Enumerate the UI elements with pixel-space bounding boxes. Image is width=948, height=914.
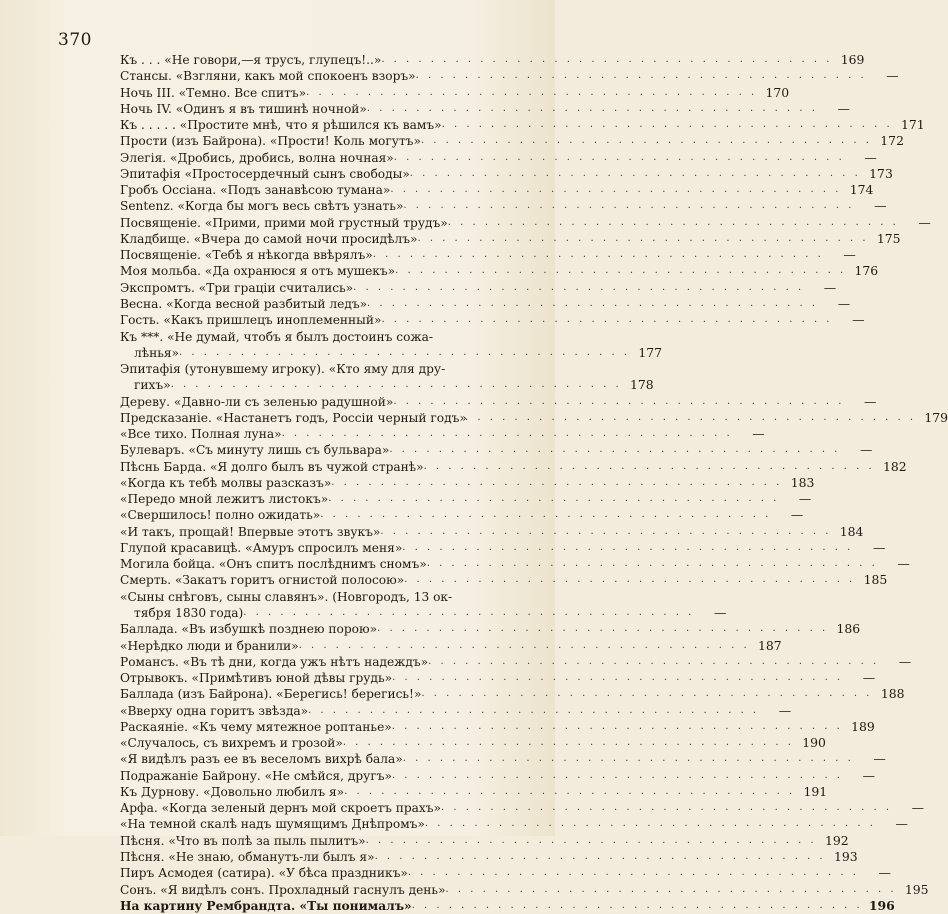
toc-entry: [120, 702, 792, 719]
toc-entry-title: Пѣснь Барда. «Я долго былъ въ чужой странѣ»: [120, 459, 424, 474]
toc-entry-title: «Все тихо. Полная луна»: [120, 427, 282, 442]
toc-leader-dots: . . . . . . . . . . . . . . . . . . . . . . . . . . . . . . . . . . . . .: [423, 460, 875, 472]
toc-entry: [120, 361, 506, 377]
toc-entry-page: —: [898, 653, 912, 669]
toc-entry-page: 195: [904, 881, 929, 897]
toc-entry-title: «Случалось, съ вихремъ и грозой»: [120, 736, 343, 751]
toc-entry-page: —: [872, 539, 886, 555]
toc-entry-page: —: [798, 491, 812, 507]
toc-entry-title: «Я видѣлъ разъ ее въ веселомъ вихрѣ бала»: [120, 752, 403, 767]
toc-entry-page: —: [713, 605, 727, 621]
toc-leader-dots: . . . . . . . . . . . . . . . . . . . . . . . . . . . . . . . . . . . . .: [377, 623, 829, 635]
toc-entry: [120, 816, 908, 832]
toc-entry-title: Посвященіе. «Тебѣ я нѣкогда ввѣрялъ»: [120, 248, 373, 263]
toc-entry: [120, 295, 851, 312]
toc-entry-title: Гробъ Оссіана. «Подъ занавѣсою тумана»: [120, 183, 391, 198]
toc-leader-dots: . . . . . . . . . . . . . . . . . . . . . . . . . . . . . . . . . . . . .: [441, 119, 893, 131]
toc-entry: [120, 214, 931, 231]
toc-entry: [120, 881, 929, 898]
toc-entry-title: «На темной скалѣ надъ шумящимъ Днѣпромъ»: [120, 817, 425, 832]
toc-entry-page: —: [823, 279, 837, 295]
toc-entry-title: Посвященіе. «Прими, прими мой грустный трудъ»: [120, 215, 448, 230]
toc-leader-dots: . . . . . . . . . . . . . . . . . . . . . . . . . . . . . . . . . . . . .: [391, 720, 843, 732]
toc-leader-dots: . . . . . . . . . . . . . . . . . . . . . . . . . . . . . . . . . . . . .: [409, 167, 861, 179]
toc-entry-page: 179: [924, 409, 948, 425]
toc-entry-title: «И такъ, прощай! Впервые этотъ звукъ»: [120, 524, 381, 539]
toc-entry: [120, 279, 837, 296]
toc-entry: [120, 897, 895, 914]
toc-entry: [120, 751, 886, 767]
toc-entry-title: Смерть. «Закатъ горитъ огнистой полосою»: [120, 573, 405, 588]
toc-entry: [120, 605, 727, 621]
toc-entry: [120, 637, 782, 654]
toc-entry-title: «Вверху одна горитъ звѣзда»: [120, 703, 309, 718]
toc-entry-page: 177: [638, 344, 663, 360]
toc-entry-page: —: [862, 670, 876, 686]
toc-entry-page: —: [843, 247, 856, 263]
toc-entry-page: —: [864, 393, 877, 409]
toc-entry: [120, 865, 891, 881]
toc-entry-page: 192: [825, 832, 849, 848]
toc-leader-dots: . . . . . . . . . . . . . . . . . . . . . . . . . . . . . . . . . . . . .: [428, 655, 880, 667]
toc-leader-dots: . . . . . . . . . . . . . . . . . . . . . . . . . . . . . . . . . . . . .: [415, 70, 867, 82]
toc-entry-title: Гость. «Какъ пришлецъ иноплеменный»: [120, 313, 382, 328]
toc-leader-dots: . . . . . . . . . . . . . . . . . . . . . . . . . . . . . . . . . . . . .: [411, 899, 863, 911]
toc-entry: [120, 426, 765, 442]
toc-entry: [120, 767, 875, 784]
toc-entry-title: Пѣсня. «Что въ полѣ за пыль пылитъ»: [120, 833, 366, 848]
toc-entry-title: Пиръ Асмодея (сатира). «У бѣса праздникъ»: [120, 866, 408, 881]
toc-entry: [120, 589, 506, 605]
toc-entry-title: Sentenz. «Когда бы могъ весь свѣтъ узнать»: [120, 199, 404, 214]
toc-leader-dots: . . . . . . . . . . . . . . . . . . . . . . . . . . . . . . . . . . . . .: [380, 525, 832, 537]
toc-entry-title: На картину Рембрандта. «Ты понималъ»: [120, 898, 412, 913]
toc-entry-title: Стансы. «Взгляни, какъ мой спокоенъ взоръ»: [120, 69, 416, 84]
toc-leader-dots: . . . . . . . . . . . . . . . . . . . . . . . . . . . . . . . . . . . . .: [392, 672, 844, 684]
toc-leader-dots: . . . . . . . . . . . . . . . . . . . . . . . . . . . . . . . . . . . . .: [344, 785, 796, 797]
toc-leader-dots: . . . . . . . . . . . . . . . . . . . . . . . . . . . . . . . . . . . . .: [308, 704, 760, 716]
toc-leader-dots: . . . . . . . . . . . . . . . . . . . . . . . . . . . . . . . . . . . . .: [342, 737, 794, 749]
toc-leader-dots: . . . . . . . . . . . . . . . . . . . . . . . . . . . . . . . . . . . . .: [381, 314, 833, 326]
toc-leader-dots: . . . . . . . . . . . . . . . . . . . . . . . . . . . . . . . . . . . . .: [328, 493, 780, 505]
toc-entry: [120, 84, 790, 101]
toc-entry-title: Сонъ. «Я видѣлъ сонъ. Прохладный гаснулъ день»: [120, 882, 446, 897]
toc-entry: [120, 68, 899, 84]
toc-entry-page: 178: [629, 377, 654, 393]
toc-leader-dots: . . . . . . . . . . . . . . . . . . . . . . . . . . . . . . . . . . . . .: [465, 411, 917, 423]
toc-entry-page: —: [911, 800, 925, 816]
toc-entry-title: Глупой красавицѣ. «Амуръ спросилъ меня»: [120, 540, 403, 555]
toc-entry-title: Кладбище. «Вчера до самой ночи просидѣлъ»: [120, 231, 418, 246]
toc-entry-title: Отрывокъ. «Примѣтивъ юной дѣвы грудь»: [120, 671, 393, 686]
toc-entry-title: «Нерѣдко люди и бранили»: [120, 638, 299, 653]
toc-entry-page: 170: [765, 84, 790, 100]
toc-entry-page: —: [837, 100, 850, 116]
toc-entry-title: «Свершилось! полно ожидать»: [120, 508, 321, 523]
toc-entry-page: —: [790, 507, 804, 523]
toc-leader-dots: . . . . . . . . . . . . . . . . . . . . . . . . . . . . . . . . . . . . .: [395, 265, 847, 277]
toc-entry-page: 188: [880, 686, 905, 702]
toc-entry: [120, 735, 826, 751]
toc-entry-page: —: [852, 312, 865, 328]
toc-entry: [120, 198, 887, 214]
toc-entry-page: 173: [869, 165, 893, 181]
toc-entry-title: Эпитафія «Простосердечный сынъ свободы»: [120, 166, 410, 181]
toc-entry: [120, 491, 812, 507]
toc-leader-dots: . . . . . . . . . . . . . . . . . . . . . . . . . . . . . . . . . . . . .: [447, 216, 899, 228]
page-number: 370: [58, 30, 92, 50]
toc-entry-title: Булеваръ. «Съ минуту лишь съ бульвара»: [120, 443, 390, 458]
toc-entry: [120, 670, 876, 686]
toc-entry-page: —: [918, 214, 931, 230]
toc-leader-dots: . . . . . . . . . . . . . . . . . . . . . . . . . . . . . . . . . . . . .: [353, 281, 805, 293]
toc-entry-page: 196: [868, 897, 895, 913]
toc-entry: [120, 800, 925, 816]
toc-entry-title: Ночь IV. «Одинъ я въ тишинѣ ночной»: [120, 101, 367, 116]
toc-entry-page: —: [886, 68, 899, 84]
toc-leader-dots: . . . . . . . . . . . . . . . . . . . . . . . . . . . . . . . . . . . . .: [374, 851, 826, 862]
toc-entry: [120, 572, 888, 589]
toc-entry: [120, 523, 864, 540]
toc-entry-title: Могила бойца. «Онъ спитъ послѣднимъ сномъ»: [120, 557, 427, 572]
toc-entry: [120, 442, 873, 458]
toc-entry: [120, 312, 865, 328]
toc-entry-page: 176: [854, 263, 879, 279]
toc-entry-page: 182: [882, 458, 907, 474]
toc-leader-dots: . . . . . . . . . . . . . . . . . . . . . . . . . . . . . . . . . . . . .: [393, 395, 845, 407]
toc-entry-title: Эпитафія (утонувшему игроку). «Кто яму для дру-: [120, 362, 446, 377]
toc-leader-dots: . . . . . . . . . . . . . . . . . . . . . . . . . . . . . . . . . . . . .: [391, 769, 843, 781]
toc-entry: [120, 377, 654, 393]
toc-leader-dots: . . . . . . . . . . . . . . . . . . . . . . . . . . . . . . . . . . . . .: [298, 639, 750, 651]
toc-entry: [120, 556, 910, 572]
toc-entry-title: Къ . . . . . «Простите мнѣ, что я рѣшился къ вамъ»: [120, 118, 442, 133]
toc-entry-page: 186: [836, 621, 861, 637]
toc-entry-page: 169: [840, 51, 865, 67]
toc-entry-title: тября 1830 года): [134, 606, 244, 621]
toc-entry: [120, 51, 865, 68]
toc-leader-dots: . . . . . . . . . . . . . . . . . . . . . . . . . . . . . . . . . . . . .: [367, 297, 819, 309]
toc-entry-title: Раскаяніе. «Къ чему мятежное роптанье»: [120, 719, 392, 734]
toc-entry-title: Баллада (изъ Байрона). «Берегись! берегись!»: [120, 687, 422, 702]
toc-leader-dots: . . . . . . . . . . . . . . . . . . . . . . . . . . . . . . . . . . . . .: [390, 184, 842, 196]
toc-entry-page: —: [874, 198, 887, 214]
toc-entry-page: 171: [901, 117, 925, 133]
toc-entry: [120, 849, 858, 865]
toc-entry-page: 185: [863, 572, 888, 588]
toc-entry-page: —: [864, 149, 877, 165]
toc-leader-dots: . . . . . . . . . . . . . . . . . . . . . . . . . . . . . . . . . . . . .: [445, 883, 897, 895]
toc-leader-dots: . . . . . . . . . . . . . . . . . . . . . . . . . . . . . . . . . . . . .: [404, 574, 856, 586]
toc-entry: [120, 263, 879, 279]
toc-entry-page: 184: [839, 523, 864, 539]
toc-leader-dots: . . . . . . . . . . . . . . . . . . . . . . . . . . . . . . . . . . . . .: [365, 834, 817, 846]
toc-entry-page: —: [878, 865, 891, 881]
toc-entry: [120, 507, 804, 523]
toc-leader-dots: . . . . . . . . . . . . . . . . . . . . . . . . . . . . . . . . . . . . .: [170, 379, 622, 391]
toc-entry-page: 172: [880, 133, 904, 149]
toc-entry-page: 189: [851, 718, 875, 734]
toc-entry: [120, 149, 877, 166]
toc-entry-page: 190: [802, 735, 826, 751]
toc-entry: [120, 165, 893, 182]
toc-entry: [120, 718, 875, 735]
toc-entry-page: 187: [758, 637, 782, 653]
toc-entry-title: Элегія. «Дробись, дробись, волна ночная»: [120, 150, 394, 165]
toc-entry-title: Баллада. «Въ избушкѣ позднею порою»: [120, 622, 378, 637]
toc-entry-title: Къ . . . «Не говори,—я трусъ, глупецъ!..»: [120, 52, 382, 67]
toc-entry-title: Ночь III. «Темно. Все спитъ»: [120, 85, 307, 100]
toc-leader-dots: . . . . . . . . . . . . . . . . . . . . . . . . . . . . . . . . . . . . .: [441, 802, 893, 814]
toc-entry-title: Пѣсня. «Не знаю, обманутъ-ли былъ я»: [120, 850, 375, 864]
toc-leader-dots: . . . . . . . . . . . . . . . . . . . . . . . . . . . . . . . . . . . . .: [320, 509, 772, 521]
toc-entry-page: 193: [833, 849, 858, 864]
toc-leader-dots: . . . . . . . . . . . . . . . . . . . . . . . . . . . . . . . . . . . . .: [403, 200, 855, 212]
toc-leader-dots: . . . . . . . . . . . . . . . . . . . . . . . . . . . . . . . . . . . . .: [421, 688, 873, 700]
toc-leader-dots: . . . . . . . . . . . . . . . . . . . . . . . . . . . . . . . . . . . . .: [243, 607, 695, 619]
toc-leader-dots: . . . . . . . . . . . . . . . . . . . . . . . . . . . . . . . . . . . . .: [179, 346, 631, 358]
toc-entry: [120, 783, 828, 800]
toc-entry: [120, 832, 849, 849]
toc-entry-page: —: [895, 816, 908, 832]
toc-entry: [120, 653, 912, 670]
toc-entry: [120, 230, 901, 247]
toc-leader-dots: . . . . . . . . . . . . . . . . . . . . . . . . . . . . . . . . . . . . .: [372, 249, 824, 261]
toc-entry: [120, 458, 907, 475]
toc-leader-dots: . . . . . . . . . . . . . . . . . . . . . . . . . . . . . . . . . . . . .: [389, 444, 841, 456]
toc-entry: [120, 344, 663, 361]
toc-leader-dots: . . . . . . . . . . . . . . . . . . . . . . . . . . . . . . . . . . . . .: [331, 476, 783, 488]
toc-leader-dots: . . . . . . . . . . . . . . . . . . . . . . . . . . . . . . . . . . . . .: [393, 151, 845, 163]
toc-entry-title: Весна. «Когда весной разбитый ледъ»: [120, 296, 368, 311]
toc-entry: [120, 539, 886, 556]
toc-entry-page: —: [897, 556, 910, 572]
toc-entry: [120, 393, 877, 410]
toc-entry-page: —: [778, 702, 792, 718]
toc-entry-page: —: [859, 442, 873, 458]
toc-entry-title: «Передо мной лежитъ листокъ»: [120, 492, 329, 507]
table-of-contents: [120, 51, 948, 914]
toc-entry: [120, 686, 905, 702]
toc-entry-title: Романсъ. «Въ тѣ дни, когда ужъ нѣтъ надеждъ»: [120, 654, 429, 669]
toc-leader-dots: . . . . . . . . . . . . . . . . . . . . . . . . . . . . . . . . . . . . .: [366, 102, 818, 114]
toc-entry: [120, 117, 925, 133]
toc-leader-dots: . . . . . . . . . . . . . . . . . . . . . . . . . . . . . . . . . . . . .: [381, 53, 833, 65]
toc-entry-title: гихъ»: [134, 378, 171, 393]
toc-entry: [120, 133, 904, 149]
toc-entry-title: «Когда къ тебѣ молвы разсказъ»: [120, 475, 332, 490]
toc-leader-dots: . . . . . . . . . . . . . . . . . . . . . . . . . . . . . . . . . . . . .: [281, 428, 733, 440]
toc-entry: [120, 329, 506, 345]
toc-entry-title: Моя мольба. «Да охранюся я отъ мушекъ»: [120, 264, 396, 279]
toc-entry-title: Подражаніе Байрону. «Не смѣйся, другъ»: [120, 768, 392, 783]
toc-entry-title: Экспромтъ. «Три граціи считались»: [120, 280, 354, 295]
toc-entry-title: Прости (изъ Байрона). «Прости! Коль могутъ»: [120, 134, 421, 149]
toc-leader-dots: . . . . . . . . . . . . . . . . . . . . . . . . . . . . . . . . . . . . .: [402, 753, 854, 765]
toc-entry-page: —: [752, 426, 765, 442]
toc-entry: [120, 621, 861, 637]
toc-entry: [120, 474, 815, 491]
toc-entry-page: 175: [876, 230, 901, 246]
toc-leader-dots: . . . . . . . . . . . . . . . . . . . . . . . . . . . . . . . . . . . . .: [426, 558, 878, 570]
toc-leader-dots: . . . . . . . . . . . . . . . . . . . . . . . . . . . . . . . . . . . . .: [407, 867, 859, 879]
toc-entry-page: 191: [803, 783, 828, 799]
toc-entry-page: —: [837, 295, 851, 311]
toc-entry-title: Арфа. «Когда зеленый дернъ мой скроетъ прахъ»: [120, 801, 441, 816]
toc-entry-title: Къ Дурнову. «Довольно любилъ я»: [120, 784, 345, 799]
toc-entry: [120, 409, 948, 426]
toc-entry-page: —: [862, 767, 875, 783]
toc-entry-page: 174: [849, 182, 874, 198]
toc-entry-page: 183: [790, 474, 815, 490]
toc-leader-dots: . . . . . . . . . . . . . . . . . . . . . . . . . . . . . . . . . . . . .: [402, 541, 854, 553]
toc-entry-title: Дереву. «Давно-ли съ зеленью радушной»: [120, 394, 394, 409]
toc-entry: [120, 100, 850, 117]
toc-entry: [120, 182, 874, 198]
toc-entry-title: «Сыны снѣговъ, сыны славянъ». (Новгородъ, 13 ок-: [120, 589, 453, 604]
toc-entry-title: лѣнья»: [134, 345, 179, 360]
toc-entry-page: —: [873, 751, 886, 767]
toc-leader-dots: . . . . . . . . . . . . . . . . . . . . . . . . . . . . . . . . . . . . .: [417, 232, 869, 244]
toc-leader-dots: . . . . . . . . . . . . . . . . . . . . . . . . . . . . . . . . . . . . .: [424, 818, 876, 830]
toc-leader-dots: . . . . . . . . . . . . . . . . . . . . . . . . . . . . . . . . . . . . .: [306, 86, 758, 98]
toc-entry: [120, 247, 856, 263]
toc-entry-title: Предсказаніе. «Настанетъ годъ, Россіи черный годъ»: [120, 410, 467, 425]
toc-leader-dots: . . . . . . . . . . . . . . . . . . . . . . . . . . . . . . . . . . . . .: [420, 135, 872, 147]
toc-entry-title: Къ ***. «Не думай, чтобъ я былъ достоинъ сожа-: [120, 329, 434, 344]
